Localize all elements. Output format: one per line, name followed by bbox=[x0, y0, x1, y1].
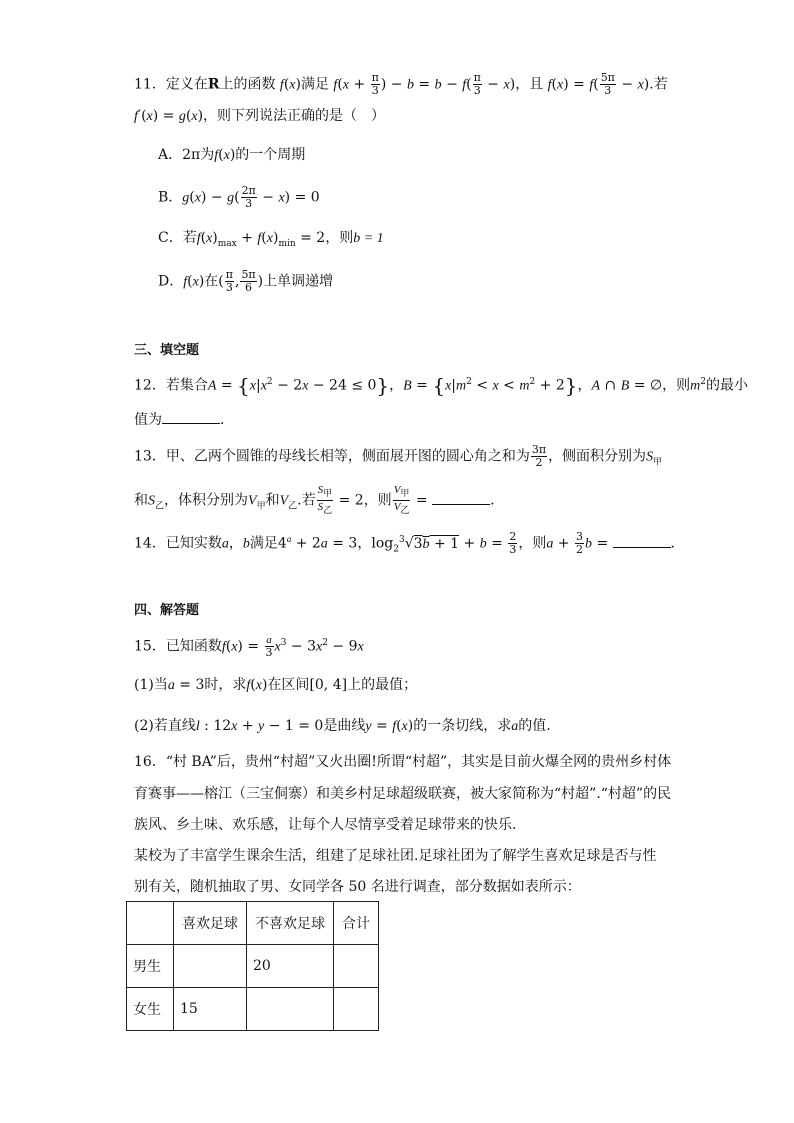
table-cell bbox=[334, 988, 379, 1031]
q16-line4: 某校为了丰富学生课余生活，组建了足球社团.足球社团为了解学生喜欢足球是否与性 bbox=[134, 848, 657, 864]
q13-number: 13． bbox=[134, 448, 166, 465]
answer-blank[interactable] bbox=[162, 411, 220, 424]
q12-line2-text: 值为 bbox=[134, 412, 162, 428]
q12-text-e: 的最小 bbox=[705, 377, 748, 394]
q15-text-a: 已知函数 bbox=[165, 638, 222, 655]
q11-option-b: B．g(x) − g( $\frac{2\pi}{3}$ − x) = 0 bbox=[158, 184, 320, 210]
table-cell: 15 bbox=[174, 988, 247, 1031]
q14-text-a: 已知实数 bbox=[165, 535, 222, 552]
q15-part2-c: 的一条切线，求 bbox=[413, 718, 512, 734]
table-cell bbox=[334, 945, 379, 988]
q11-stem-c: 满足 bbox=[300, 76, 329, 93]
q16-line2: 育赛事——榕江（三宝侗寨）和美乡村足球超级联赛，被大家简称为“村超”.“村超”的民 bbox=[134, 786, 672, 802]
answer-blank[interactable] bbox=[613, 535, 671, 548]
q13-line2-a: 和 bbox=[134, 492, 148, 509]
q14-text-b: ， bbox=[228, 535, 243, 552]
q13-line2-d: .若 bbox=[297, 492, 316, 509]
table-cell bbox=[247, 988, 334, 1031]
q14-text-e: ，则 bbox=[518, 535, 547, 552]
q15-part2-a: (2)若直线 bbox=[134, 718, 196, 734]
option-label: D． bbox=[158, 273, 184, 290]
q11-stem-a: 定义在 bbox=[165, 76, 208, 93]
table-row bbox=[127, 945, 379, 988]
q15-part2: (2)若直线l : 12x + y − 1 = 0是曲线y = f(x)的一条切线，求a的值. bbox=[134, 718, 551, 734]
table-header-row bbox=[127, 902, 379, 945]
q12-line1: 12．若集合$A = \{x|x^2 - 2x - 24 \le 0\}$，$B = \{x|m^2 < x < m^2 + 2\}$，A ∩ B = ∅，则$m^2$的最小 bbox=[134, 373, 748, 398]
q14-text-c: 满足 bbox=[249, 535, 278, 552]
sub-yi: 乙 bbox=[288, 501, 298, 512]
section-solutions: 四、解答题 bbox=[134, 603, 200, 618]
table-cell: 女生 bbox=[127, 988, 174, 1031]
answer-blank[interactable] bbox=[432, 492, 490, 505]
q16-line1: 16．“村 BA”后，贵州“村超”又火出圈!所谓“村超”，其实是目前火爆全网的贵州乡村体 bbox=[134, 754, 672, 770]
q14-number: 14． bbox=[134, 535, 166, 552]
q15-line1: 15．已知函数f(x) = $\frac{a}{3}$ $x^3 - 3x^2 - 9x$ bbox=[134, 634, 364, 660]
q11-stem-d: ，且 bbox=[515, 76, 544, 93]
section-fill-in: 三、填空题 bbox=[134, 343, 200, 358]
q11-line1: 11．定义在R上的函数 f(x)满足 f(x + $\frac{\pi}{3}$ ) − b = b − f( $\frac{\pi}{3}$ − x)，且 f(x) = f( $\frac{5\pi}{3}$ − x).若 bbox=[134, 71, 668, 97]
option-c-text-c: b = 1 bbox=[353, 231, 384, 246]
q15-part1-c: 在区间 bbox=[267, 677, 310, 693]
q11-option-c: C．若$f(x)_{max} + f(x)_{min} = 2$，则b = 1 bbox=[158, 230, 384, 249]
q12-number: 12． bbox=[134, 377, 166, 394]
q16-line5: 别有关，随机抽取了男、女同学各 50 名进行调查，部分数据如表所示： bbox=[134, 879, 581, 895]
option-label: A． bbox=[158, 147, 183, 163]
q12-text-a: 若集合 bbox=[165, 377, 208, 394]
q13-line1: 13．甲、乙两个圆锥的母线长相等，侧面展开图的圆心角之和为 $\frac{3\pi}{2}$ ，侧面积分别为$S_甲$ bbox=[134, 443, 663, 469]
sub-jia: 甲 bbox=[653, 457, 663, 468]
q12-line2: 值为 . bbox=[134, 412, 225, 428]
q13-line2-b: ，体积分别为 bbox=[164, 492, 249, 509]
option-c-text: 若 bbox=[182, 230, 197, 246]
q12-text-c: ， bbox=[577, 377, 592, 394]
q15-part1-b: 时，求 bbox=[204, 677, 247, 693]
q15-part2-b: 是曲线 bbox=[323, 718, 366, 734]
option-d-text: 在( bbox=[204, 273, 224, 290]
option-a-text-b: 的一个周期 bbox=[235, 147, 306, 163]
survey-table bbox=[126, 901, 379, 1031]
q12-text-d: ，则 bbox=[662, 377, 691, 394]
q16-line3: 族风、乡土味、欢乐感，让每个人尽情享受着足球带来的快乐. bbox=[134, 817, 517, 833]
q13-line2: 和$S_乙$，体积分别为$V_甲$和$V_乙$.若 $\frac{S_甲}{S_乙}$ = 2，则 $\frac{V_甲}{V_乙}$ = . bbox=[134, 484, 495, 517]
option-label: B． bbox=[158, 189, 183, 206]
table-cell bbox=[127, 902, 174, 945]
q11-stem-f: ，则下列说法正确的是（ ） bbox=[203, 108, 386, 124]
option-c-text-b: ，则 bbox=[325, 230, 354, 246]
table-cell: 不喜欢足球 bbox=[247, 902, 334, 945]
table-cell: 20 bbox=[247, 945, 334, 988]
option-a-text: 2π为 bbox=[182, 147, 215, 163]
option-label: C． bbox=[158, 230, 183, 246]
q15-part1-d: 上的最值； bbox=[347, 677, 418, 693]
q13-text-a: 甲、乙两个圆锥的母线长相等，侧面展开图的圆心角之和为 bbox=[165, 448, 530, 465]
table-cell: 喜欢足球 bbox=[174, 902, 247, 945]
q11-stem-e: .若 bbox=[649, 76, 668, 93]
q11-option-a: A．2π为f(x)的一个周期 bbox=[158, 147, 306, 163]
q15-part1: (1)当a = 3时，求f(x)在区间[0, 4]上的最值； bbox=[134, 677, 418, 693]
table-cell: 男生 bbox=[127, 945, 174, 988]
q15-part2-d: 的值. bbox=[518, 718, 551, 734]
q13-line2-e: ，则 bbox=[363, 492, 392, 509]
q11-stem-b: 上的函数 bbox=[219, 76, 276, 93]
table-cell bbox=[174, 945, 247, 988]
table-row bbox=[127, 988, 379, 1031]
table-cell: 合计 bbox=[334, 902, 379, 945]
q14-line: 14．已知实数a，b满足$4^a + 2a = 3$，$\log_2^3√3b + 1 + b$ = $\frac{2}{3}$ ，则a + $\frac{3}{2}$ b = ． bbox=[134, 530, 685, 557]
q13-line2-c: 和 bbox=[265, 492, 280, 509]
option-d-text-b: )上单调递增 bbox=[257, 273, 334, 290]
q12-text-b: ， bbox=[389, 377, 404, 394]
q11-number: 11． bbox=[134, 76, 166, 93]
q15-part1-a: (1)当 bbox=[134, 677, 168, 693]
q11-R: R bbox=[207, 76, 220, 93]
q14-text-d: ， bbox=[357, 535, 372, 552]
q13-text-b: ，侧面积分别为 bbox=[548, 448, 647, 465]
q15-number: 15． bbox=[134, 638, 166, 655]
q11-line2: f′(x) = g(x)，则下列说法正确的是（ ） bbox=[134, 108, 386, 124]
q11-option-d: D．f(x)在( $\frac{\pi}{3}$ , $\frac{5\pi}{6}$ )上单调递增 bbox=[158, 268, 334, 294]
